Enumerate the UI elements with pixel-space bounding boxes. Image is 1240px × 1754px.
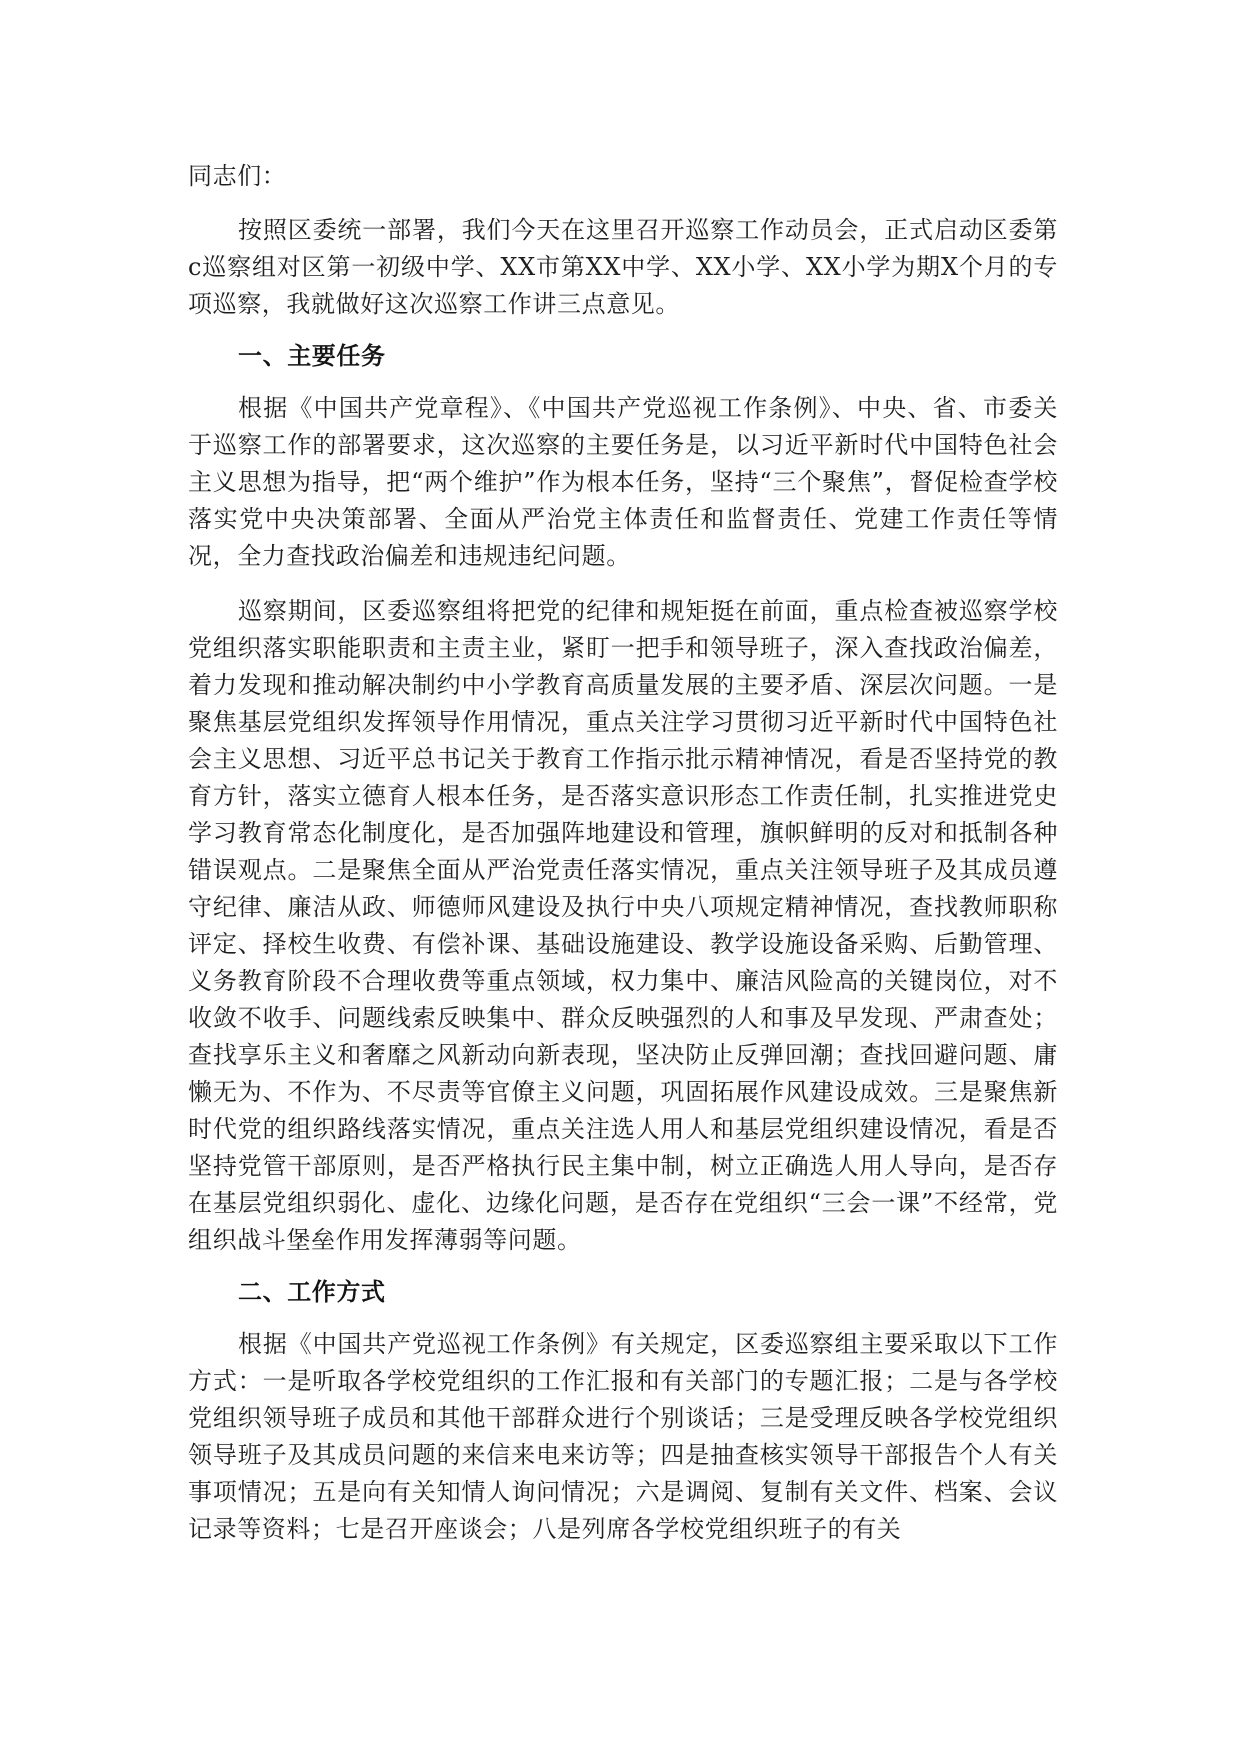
intro-paragraph: 按照区委统一部署，我们今天在这里召开巡察工作动员会，正式启动区委第c巡察组对区第一初级中学、XX市第XX中学、XX小学、XX小学为期X个月的专项巡察，我就做好这次巡察工作讲三点意见。 (188, 216, 1058, 318)
main-tasks-paragraph-2: 巡察期间，区委巡察组将把党的纪律和规矩挺在前面，重点检查被巡察学校党组织落实职能职责和主责主业，紧盯一把手和领导班子，深入查找政治偏差，着力发现和推动解决制约中小学教育高质量发展的主要矛盾、深层次问题。一是聚焦基层党组织发挥领导作用情况，重点关注学习贯彻习近平新时代中国特色社会主义思想、习近平总书记关于教育工作指示批示精神情况，看是否坚持党的教育方针，落实立德育人根本任务，是否落实意识形态工作责任制，扎实推进党史学习教育常态化制度化，是否加强阵地建设和管理，旗帜鲜明的反对和抵制各种错误观点。二是聚焦全面从严治党责任落实情况，重点关注领导班子及其成员遵守纪律、廉洁从政、师德师风建设及执行中央八项规定精神情况，查找教师职称评定、择校生收费、有偿补课、基础设施建设、教学设施设备采购、后勤管理、义务教育阶段不合理收费等重点领域，权力集中、廉洁风险高的关键岗位，对不收敛不收手、问题线索反映集中、群众反映强烈的人和事及早发现、严肃查处；查找享乐主义和奢靡之风新动向新表现，坚决防止反弹回潮；查找回避问题、庸懒无为、不作为、不尽责等官僚主义问题，巩固拓展作风建设成效。三是聚焦新时代党的组织路线落实情况，重点关注选人用人和基层党组织建设情况，看是否坚持党管干部原则，是否严格执行民主集中制，树立正确选人用人导向，是否存在基层党组织弱化、虚化、边缘化问题，是否存在党组织“三会一课”不经常，党组织战斗堡垒作用发挥薄弱等问题。 (188, 597, 1058, 1254)
salutation: 同志们： (188, 162, 287, 190)
section-heading-work-methods: 二、工作方式 (238, 1278, 386, 1306)
document-body (188, 158, 1058, 1548)
work-methods-paragraph-1: 根据《中国共产党巡视工作条例》有关规定，区委巡察组主要采取以下工作方式：一是听取各学校党组织的工作汇报和有关部门的专题汇报；二是与各学校党组织领导班子成员和其他干部群众进行个别谈话；三是受理反映各学校党组织领导班子及其成员问题的来信来电来访等；四是抽查核实领导干部报告个人有关事项情况；五是向有关知情人询问情况；六是调阅、复制有关文件、档案、会议记录等资料；七是召开座谈会；八是列席各学校党组织班子的有关 (188, 1330, 1058, 1543)
main-tasks-paragraph-1: 根据《中国共产党章程》、《中国共产党巡视工作条例》、中央、省、市委关于巡察工作的部署要求，这次巡察的主要任务是，以习近平新时代中国特色社会主义思想为指导，把“两个维护”作为根本任务，坚持“三个聚焦”，督促检查学校落实党中央决策部署、全面从严治党主体责任和监督责任、党建工作责任等情况，全力查找政治偏差和违规违纪问题。 (188, 394, 1058, 570)
section-heading-main-tasks: 一、主要任务 (238, 342, 386, 370)
